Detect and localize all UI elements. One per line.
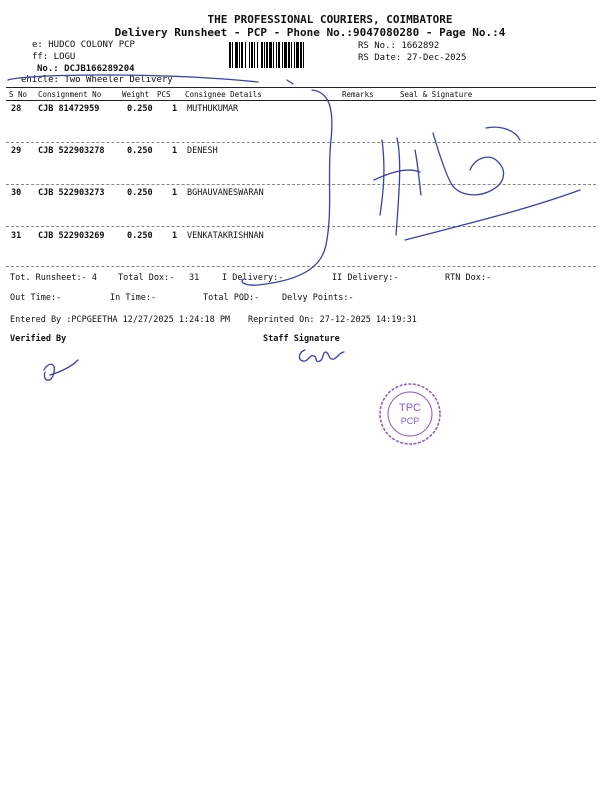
col-pcs: PCS [157,90,171,99]
stamp-line-1: TPC [399,402,421,414]
brace-stroke [287,80,293,84]
row-consignment: CJB 522903269 [38,231,105,241]
row-weight: 0.250 [127,146,153,156]
col-sno: S No [9,90,28,99]
company-name: THE PROFESSIONAL COURIERS, COIMBATORE [207,13,453,26]
row-pcs: 1 [172,146,178,156]
i-delivery: I Delivery:- [222,273,284,283]
staff-signature-stroke [299,350,344,361]
signature-stroke [433,133,504,195]
signature-stroke [396,138,400,235]
staff-label: ff: LOGU [32,52,76,62]
vehicle-number: No.: DCJB166289204 [37,64,135,74]
signature-stroke [374,170,420,180]
staff-signature-label: Staff Signature [263,334,340,344]
ii-delivery: II Delivery:- [332,273,399,283]
total-pod: Total POD:- [203,293,260,303]
brace-stroke [242,90,332,285]
verified-by: Verified By [10,334,67,344]
row-weight: 0.250 [127,104,153,114]
vehicle-type: ehicle: Two Wheeler Delivery [21,75,173,85]
row-pcs: 1 [172,104,178,114]
delvy-points: Delvy Points:- [282,293,354,303]
rtn-dox: RTN Dox:- [445,273,492,283]
in-time: In Time:- [110,293,157,303]
signature-stroke [486,127,520,140]
row-consignment: CJB 81472959 [38,104,100,114]
total-dox-label: Total Dox:- [118,273,175,283]
verified-signature-stroke [44,360,78,380]
row-consignment: CJB 522903273 [38,188,105,198]
col-consignment: Consignment No [38,90,102,99]
row-sno: 28 [11,104,22,114]
tot-runsheet: Tot. Runsheet:- 4 [10,273,97,283]
runsheet-title: Delivery Runsheet - PCP - Phone No.:9047080280 - Page No.:4 [114,26,506,39]
entered-by: Entered By :PCPGEETHA 12/27/2025 1:24:18 PM [10,315,231,325]
row-consignment: CJB 522903278 [38,146,105,156]
company-stamp [378,382,442,446]
row-pcs: 1 [172,231,178,241]
row-weight: 0.250 [127,188,153,198]
col-weight: Weight [122,90,150,99]
col-remarks: Remarks [342,90,374,99]
row-consignee: MUTHUKUMAR [187,104,239,114]
stamp-line-2: PCP [400,416,420,426]
row-sno: 29 [11,146,22,156]
row-weight: 0.250 [127,231,153,241]
brace-stroke [8,75,258,82]
row-consignee: BGHAUVANESWARAN [187,188,264,198]
rs-number: RS No.: 1662892 [358,41,440,51]
row-consignee: VENKATAKRISHNAN [187,231,264,241]
col-consignee: Consignee Details [185,90,262,99]
row-sno: 30 [11,188,22,198]
out-time: Out Time:- [10,293,62,303]
reprinted-on: Reprinted On: 27-12-2025 14:19:31 [248,315,417,325]
branch-label: e: HUDCO COLONY PCP [32,40,135,50]
signature-stroke [405,190,580,240]
row-pcs: 1 [172,188,178,198]
rs-date: RS Date: 27-Dec-2025 [358,53,467,63]
row-sno: 31 [11,231,22,241]
total-dox-value: 31 [189,273,200,283]
col-seal: Seal & Signature [400,90,473,99]
row-consignee: DENESH [187,146,218,156]
